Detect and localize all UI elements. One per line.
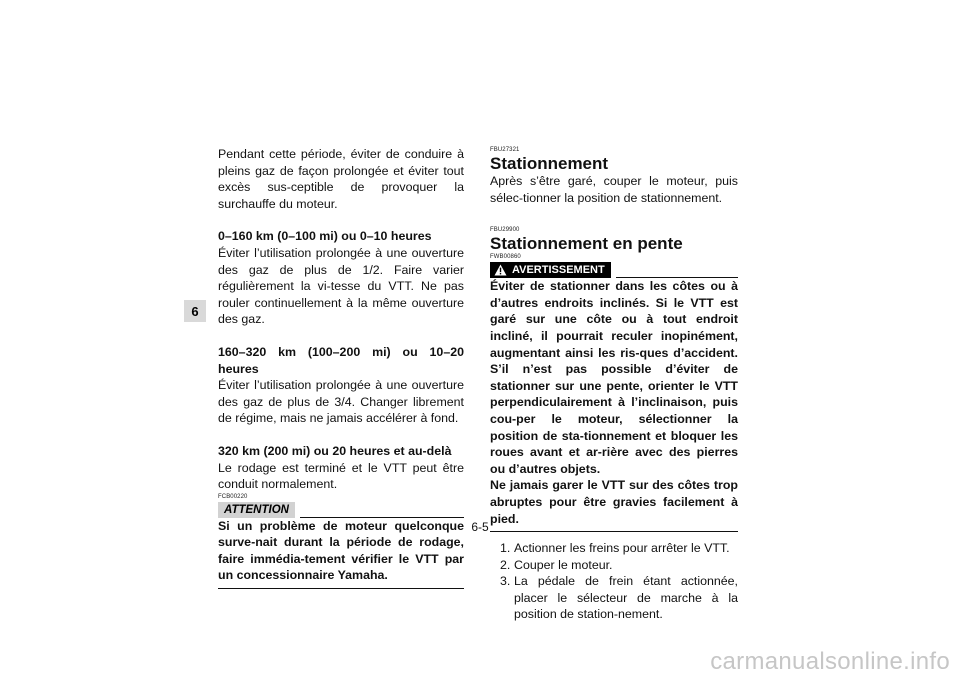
warning-end-rule — [490, 531, 738, 532]
warning-text-2: Ne jamais garer le VTT sur des côtes trop abruptes pour être gravies facilement à pied. — [490, 478, 738, 526]
page-number: 6-5 — [471, 520, 489, 534]
phase2-text: Éviter l’utilisation prolongée à une ouverture des gaz de plus de 3/4. Changer librement de régime, mais ne jamais accélérer à fond. — [218, 378, 464, 426]
phase3-text: Le rodage est terminé et le VTT peut être conduit normalement. — [218, 460, 464, 492]
phase3-heading: 320 km (200 mi) ou 20 heures et au-delà — [218, 443, 452, 458]
stationnement-text: Après s’être garé, couper le moteur, puis sélec-tionner la position de stationnement. — [490, 174, 738, 205]
warning-triangle-icon — [494, 264, 507, 276]
phase1-text: Éviter l’utilisation prolongée à une ouverture des gaz de plus de 1/2. Faire varier régulièrement la vi-tesse du VTT. Ne pas rouler continuellement à la même ouverture des gaz. — [218, 245, 464, 327]
right-column — [490, 146, 738, 623]
attention-code: FCB00220 — [218, 493, 248, 500]
attention-header — [218, 502, 464, 518]
warning-text-1: Éviter de stationner dans les côtes ou à d’autres endroits inclinés. Si le VTT est garé sur une côte ou à tout endroit incliné, il pourrait reculer inopinément, augmentant ainsi les ris-ques d’accident. S’il n’est pas possible d’éviter de stationner sur une pente, orienter le VTT perpendiculairement à l’inclinaison, puis cou-per le moteur, sélectionner la position de sta-tionnement et bloquer les roues avant et ar-rière avec des pierres ou d’autres objets. — [490, 279, 738, 476]
phase2-heading: 160–320 km (100–200 mi) ou 10–20 heures — [218, 344, 464, 376]
phase1-heading: 0–160 km (0–100 mi) ou 0–10 heures — [218, 229, 432, 244]
list-item: 1. Actionner les freins pour arrêter le VTT. — [500, 541, 730, 556]
warning-header — [490, 262, 738, 278]
attention-text: Si un problème de moteur quelconque surve-nait durant la période de rodage, faire immédia-tement vérifier le VTT par un concessionnaire Yamaha. — [218, 518, 464, 583]
section-tab: 6 — [184, 300, 206, 322]
list-item: 3. La pédale de frein étant actionnée, placer le sélecteur de marche à la position de station-nement. — [500, 574, 738, 622]
left-column — [218, 146, 464, 589]
attention-label: ATTENTION — [218, 502, 295, 518]
watermark: carmanualsonline.info — [710, 648, 950, 675]
warning-code: FWB00860 — [490, 254, 521, 261]
section-title-pente: Stationnement en pente — [490, 234, 683, 254]
warning-label — [490, 262, 611, 278]
warning-label-text: AVERTISSEMENT — [512, 264, 605, 277]
section-title-stationnement: Stationnement — [490, 154, 609, 173]
attention-end-rule — [218, 588, 464, 589]
section-code-2: FBU29900 — [490, 227, 520, 234]
list-item: 2. Couper le moteur. — [500, 557, 613, 572]
intro-paragraph: Pendant cette période, éviter de conduire à pleins gaz de façon prolongée et éviter tout excès sus-ceptible de provoquer la surchauffe du moteur. — [218, 147, 464, 211]
section-code-1: FBU27321 — [490, 147, 520, 153]
parking-steps-list — [490, 540, 738, 623]
